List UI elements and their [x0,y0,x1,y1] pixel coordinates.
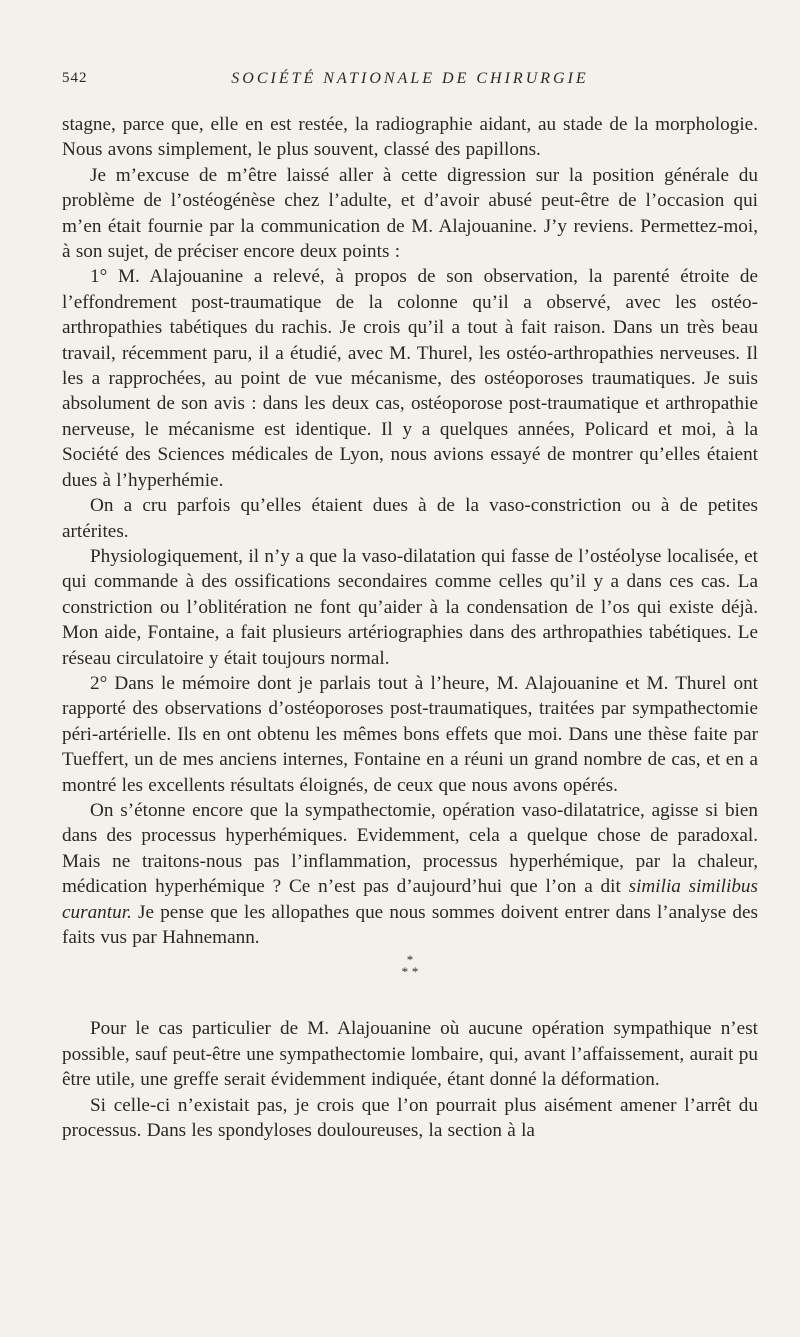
running-head [62,70,758,100]
paragraph: 2° Dans le mémoire dont je parlais tout à l’heure, M. Alajouanine et M. Thurel ont rapporté des observations d’ostéoporoses post-traumatiques, traitées par sympathectomie péri-artérielle. Ils en ont obtenu les mêmes bons effets que moi. Dans une thèse faite par Tueffert, un de mes anciens internes, Fontaine en a réuni un grand nombre de cas, et en a montré les excellents résultats éloignés, de ceux que nous avons opérés. [62,672,758,796]
latin-quote: similia similibus curantur. [62,876,758,923]
section-separator [62,954,758,978]
paragraph: stagne, parce que, elle en est restée, la radiographie aidant, au stade de la morphologie. Nous avons simplement, le plus souvent, classé des papillons. [62,114,758,161]
body-text [62,112,758,1143]
paragraph: Pour le cas particulier de M. Alajouanine où aucune opération sympathique n’est possible, sauf peut-être une sympathectomie lombaire, qui, avant l’affaissement, aurait pu être utile, une greffe serait évidemment indiquée, étant donné la déformation. [62,1018,758,1091]
separator-star-top: * [406,952,414,968]
paragraph: On a cru parfois qu’elles étaient dues à de la vaso-constriction ou à de petites artérites. [62,495,758,542]
paragraph: 1° M. Alajouanine a relevé, à propos de son observation, la parenté étroite de l’effondrement post-traumatique de la colonne qu’il a observé, avec les ostéo-arthropathies tabétiques du rachis. Je crois qu’il a tout à fait raison. Dans un très beau travail, récemment paru, il a étudié, avec M. Thurel, les ostéo-arthropathies nerveuses. Il les a rapprochées, au point de vue mécanisme, des ostéoporoses traumatiques. Je suis absolument de son avis : dans les deux cas, ostéoporose post-traumatique et arthropathie nerveuse, le mécanisme est identique. Il y a quelques années, Policard et moi, à la Société des Sciences médicales de Lyon, nous avions essayé de montrer qu’elles étaient dues à l’hyperhémie. [62,266,758,491]
paragraph-text: Je pense que les allopathes que nous sommes doivent entrer dans l’analyse des faits vus par Hahnemann. [62,901,758,948]
journal-title: SOCIÉTÉ NATIONALE DE CHIRURGIE [231,70,589,87]
paragraph [62,798,758,950]
separator-star-bottom: * * [401,964,419,980]
paragraph: Je m’excuse de m’être laissé aller à cette digression sur la position générale du problème de l’ostéogénèse chez l’adulte, et d’avoir abusé peut-être de l’occasion qui m’en était fournie par la communication de M. Alajouanine. J’y reviens. Permettez-moi, à son sujet, de préciser encore deux points : [62,164,758,263]
paragraph: Si celle-ci n’existait pas, je crois que l’on pourrait plus aisément amener l’arrêt du processus. Dans les spondyloses douloureuses, la section à la [62,1094,758,1142]
paragraph: Physiologiquement, il n’y a que la vaso-dilatation qui fasse de l’ostéolyse localisée, et qui commande à des ossifications secondaires comme celles qu’il y a dans ces cas. La constriction ou l’oblitération ne font qu’aider à la condensation de l’os qui existe déjà. Mon aide, Fontaine, a fait plusieurs artériographies dans des arthropathies tabétiques. Le réseau circulatoire y était toujours normal. [62,545,758,669]
paragraph-text: On s’étonne encore que la sympathectomie, opération vaso-dilatatrice, agisse si bien dans des processus hyperhémiques. Evidemment, cela a quelque chose de paradoxal. Mais ne traitons-nous pas l’inflammation, processus hyperhémique, par la chaleur, médication hyperhémique ? Ce n’est pas d’aujourd’hui que l’on a dit [62,799,758,898]
page-number: 542 [62,70,88,86]
